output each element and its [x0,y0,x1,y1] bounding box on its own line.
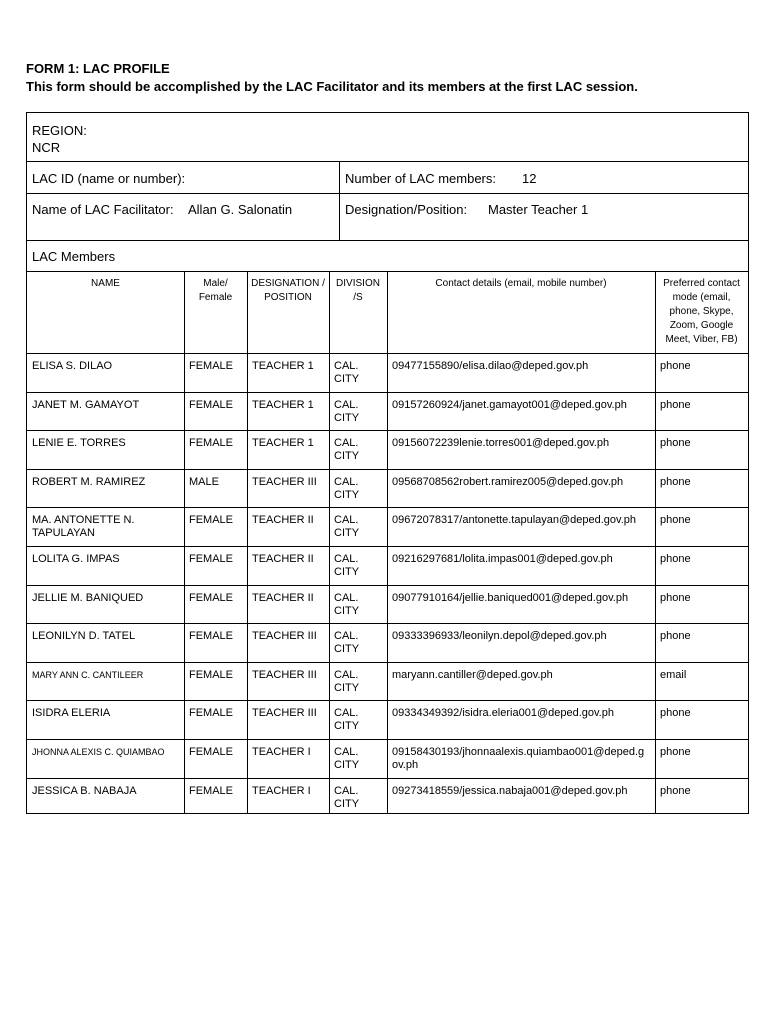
member-sex: FEMALE [189,746,234,758]
member-name: ROBERT M. RAMIREZ [32,475,146,488]
member-designation: TEACHER III [252,475,317,488]
member-contact: 09158430193/jhonnaalexis.quiambao001@deped.gov.ph [392,746,645,771]
member-preferred: phone [660,475,691,488]
member-sex: FEMALE [189,514,234,527]
member-sex: MALE [189,475,219,488]
row-divider [27,700,748,701]
member-contact: 09333396933/leonilyn.depol@deped.gov.ph [392,630,607,643]
member-division: CAL. CITY [334,591,360,617]
member-sex: FEMALE [189,668,234,681]
member-division: CAL. CITY [334,398,360,424]
row-divider [27,430,748,431]
member-contact: 09477155890/elisa.dilao@deped.gov.ph [392,360,589,372]
member-preferred: phone [660,514,691,527]
member-preferred: phone [660,591,691,604]
member-name: LENIE E. TORRES [32,437,126,450]
member-name: JESSICA B. NABAJA [32,784,137,797]
member-preferred: phone [660,398,691,411]
column-header-preferred: Preferred contact mode (email, phone, Skype, Zoom, Google Meet, Viber, FB) [663,278,740,345]
member-division: CAL. CITY [334,475,360,501]
facilitator-name: Allan G. Salonatin [188,202,293,217]
member-division: CAL. CITY [334,707,360,733]
member-designation: TEACHER 1 [252,398,314,411]
designation-value: Master Teacher 1 [488,202,589,217]
member-contact: 09077910164/jellie.baniqued001@deped.gov.ph [392,591,629,604]
column-header-sex: Male/ Female [198,278,233,303]
member-sex: FEMALE [189,630,234,643]
form-title: FORM 1: LAC PROFILE [26,61,170,76]
members-count-label: Number of LAC members: [345,171,496,186]
member-designation: TEACHER 1 [252,360,314,372]
member-preferred: phone [660,746,691,758]
member-designation: TEACHER I [252,784,311,797]
member-name: JANET M. GAMAYOT [32,398,140,411]
member-contact: 09216297681/lolita.impas001@deped.gov.ph [392,553,613,565]
divider [27,240,748,241]
member-preferred: phone [660,784,691,797]
member-division: CAL. CITY [334,630,360,656]
member-name: ELISA S. DILAO [32,360,113,372]
member-name: LOLITA G. IMPAS [32,553,120,565]
header-divider [27,353,748,354]
row-divider [27,662,748,663]
member-division: CAL. CITY [334,553,360,578]
member-sex: FEMALE [189,784,234,797]
members-count-value: 12 [522,171,537,186]
member-preferred: phone [660,553,691,565]
lac-id-label: LAC ID (name or number): [32,171,186,186]
divider [27,161,748,162]
member-preferred: phone [660,360,691,372]
member-designation: TEACHER III [252,668,317,681]
member-contact: 09334349392/isidra.eleria001@deped.gov.ph [392,707,614,720]
region-label: REGION: [32,123,87,138]
member-contact: 09157260924/janet.gamayot001@deped.gov.ph [392,398,627,411]
member-preferred: phone [660,437,691,450]
member-preferred: email [660,668,687,681]
member-name: MARY ANN C. CANTILEER [32,669,144,680]
member-sex: FEMALE [189,591,234,604]
members-table [27,271,748,813]
member-designation: TEACHER 1 [252,437,314,450]
member-sex: FEMALE [189,553,234,565]
member-name: JHONNA ALEXIS C. QUIAMBAO [32,747,165,757]
member-contact: 09156072239lenie.torres001@deped.gov.ph [392,437,610,450]
row-divider [27,778,748,779]
member-designation: TEACHER II [252,553,314,565]
member-designation: TEACHER II [252,591,314,604]
member-division: CAL. CITY [334,784,360,810]
member-division: CAL. CITY [334,746,360,771]
member-division: CAL. CITY [334,437,360,463]
row-divider [27,546,748,547]
divider [339,161,340,240]
column-header-designation: DESIGNATION / POSITION [251,278,325,303]
member-contact: 09273418559/jessica.nabaja001@deped.gov.ph [392,784,628,797]
lac-members-heading: LAC Members [32,249,116,264]
column-header-name: NAME [91,278,120,289]
row-divider [27,623,748,624]
row-divider [27,585,748,586]
member-name: LEONILYN D. TATEL [32,630,136,643]
member-division: CAL. CITY [334,668,360,694]
row-divider [27,739,748,740]
divider [27,193,748,194]
row-divider [27,392,748,393]
lac-profile-form [26,112,749,814]
member-contact: maryann.cantiller@deped.gov.ph [392,668,553,681]
region-value: NCR [32,140,61,155]
member-preferred: phone [660,707,691,720]
member-designation: TEACHER I [252,746,311,758]
facilitator-label: Name of LAC Facilitator: [32,202,174,217]
member-division: CAL. CITY [334,360,360,385]
column-header-contact: Contact details (email, mobile number) [435,278,607,289]
member-name: JELLIE M. BANIQUED [32,591,144,604]
member-designation: TEACHER II [252,514,314,527]
designation-label: Designation/Position: [345,202,468,217]
row-divider [27,469,748,470]
form-instruction: This form should be accomplished by the LAC Facilitator and its members at the first LAC session. [26,79,638,94]
member-name: MA. ANTONETTE N. TAPULAYAN [32,514,135,540]
member-sex: FEMALE [189,398,234,411]
member-sex: FEMALE [189,707,234,720]
member-designation: TEACHER III [252,630,317,643]
member-preferred: phone [660,630,691,643]
member-contact: 09672078317/antonette.tapulayan@deped.gov.ph [392,514,637,527]
column-header-division: DIVISION /S [336,278,380,303]
member-sex: FEMALE [189,360,234,372]
member-sex: FEMALE [189,437,234,450]
member-division: CAL. CITY [334,514,360,540]
row-divider [27,507,748,508]
member-contact: 09568708562robert.ramirez005@deped.gov.ph [392,475,624,488]
member-designation: TEACHER III [252,707,317,720]
member-name: ISIDRA ELERIA [32,707,111,720]
